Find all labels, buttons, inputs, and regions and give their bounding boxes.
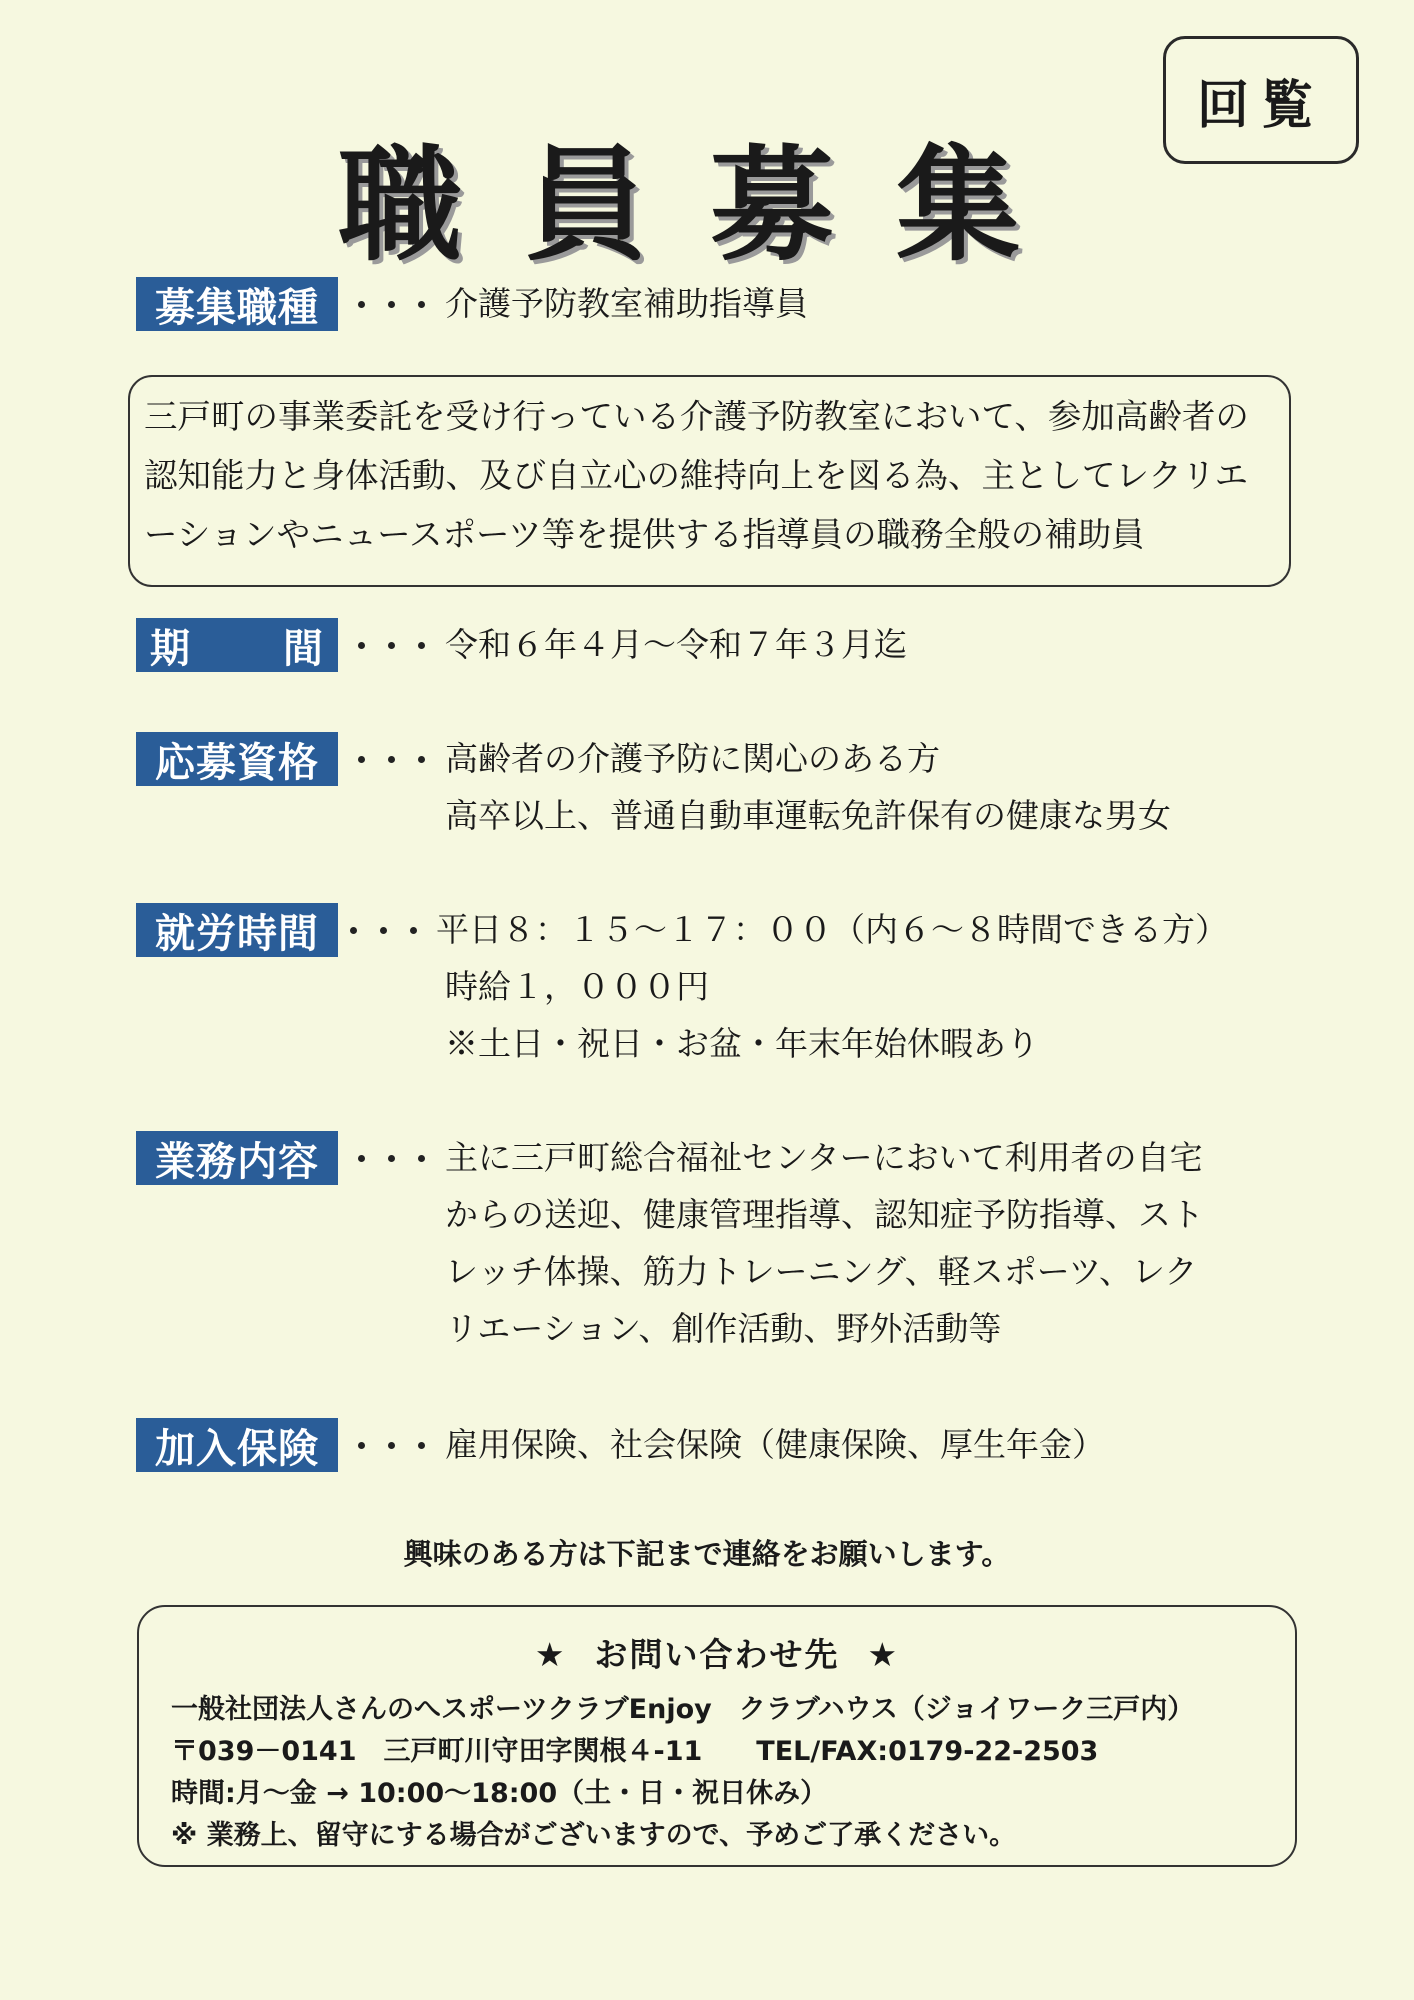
qualification-line: 高齢者の介護予防に関心のある方 (445, 739, 940, 778)
leader-dots (346, 1131, 436, 1185)
contact-heading (139, 1629, 1295, 1676)
label-period-char: 期 (150, 625, 191, 672)
circulation-stamp: 回覧 (1163, 36, 1359, 164)
label-insurance: 加入保険 (136, 1418, 338, 1472)
label-duties: 業務内容 (136, 1131, 338, 1185)
contact-hours: 時間:月～金 → 10:00～18:00（土・日・祝日休み） (171, 1778, 828, 1809)
contact-note: ※ 業務上、留守にする場合がございますので、予めご了承ください。 (171, 1820, 1017, 1851)
star-icon: ★ (534, 1635, 567, 1674)
duties-line: リエーション、創作活動、野外活動等 (445, 1309, 1002, 1348)
qualification-line: 高卒以上、普通自動車運転免許保有の健康な男女 (445, 796, 1171, 835)
contact-address: 〒039－0141 三戸町川守田字関根４-11 TEL/FAX:0179-22-2503 (171, 1736, 1099, 1767)
description-line: 三戸町の事業委託を受け行っている介護予防教室において、参加高齢者の (144, 397, 1249, 436)
description-line: 認知能力と身体活動、及び自立心の維持向上を図る為、主としてレクリエ (144, 456, 1249, 495)
leader-dots (346, 732, 436, 786)
duties-line: からの送迎、健康管理指導、認知症予防指導、スト (445, 1195, 1204, 1234)
label-period (136, 618, 338, 672)
period-value: 令和６年４月～令和７年３月迄 (445, 625, 907, 664)
leader-dots (346, 1418, 436, 1472)
description-line: ーションやニュースポーツ等を提供する指導員の職務全般の補助員 (144, 515, 1145, 554)
interest-message: 興味のある方は下記まで連絡をお願いします。 (403, 1537, 1011, 1571)
hours-line: ※土日・祝日・お盆・年末年始休暇あり (445, 1024, 1039, 1063)
contact-title: お問い合わせ先 (594, 1635, 840, 1674)
duties-line: レッチ体操、筋力トレーニング、軽スポーツ、レク (445, 1252, 1198, 1291)
duties-line: 主に三戸町総合福祉センターにおいて利用者の自宅 (445, 1138, 1203, 1177)
job-type-value: 介護予防教室補助指導員 (445, 284, 808, 323)
label-period-char: 間 (283, 625, 324, 672)
label-hours: 就労時間 (136, 903, 338, 957)
insurance-value: 雇用保険、社会保険（健康保険、厚生年金） (445, 1425, 1105, 1464)
leader-dots (346, 277, 436, 331)
label-qualification: 応募資格 (136, 732, 338, 786)
hours-line: 平日８：１５～１７：００（内６～８時間できる方） (436, 910, 1228, 949)
job-description-box (128, 375, 1291, 587)
leader-dots (346, 618, 436, 672)
contact-box (137, 1605, 1297, 1867)
star-icon: ★ (867, 1635, 900, 1674)
contact-organization: 一般社団法人さんのへスポーツクラブEnjoy クラブハウス（ジョイワーク三戸内） (171, 1694, 1195, 1725)
page-title: 職員募集 (337, 133, 1082, 278)
hours-line: 時給１，０００円 (445, 967, 709, 1006)
leader-dots (338, 903, 428, 957)
label-job-type: 募集職種 (136, 277, 338, 331)
